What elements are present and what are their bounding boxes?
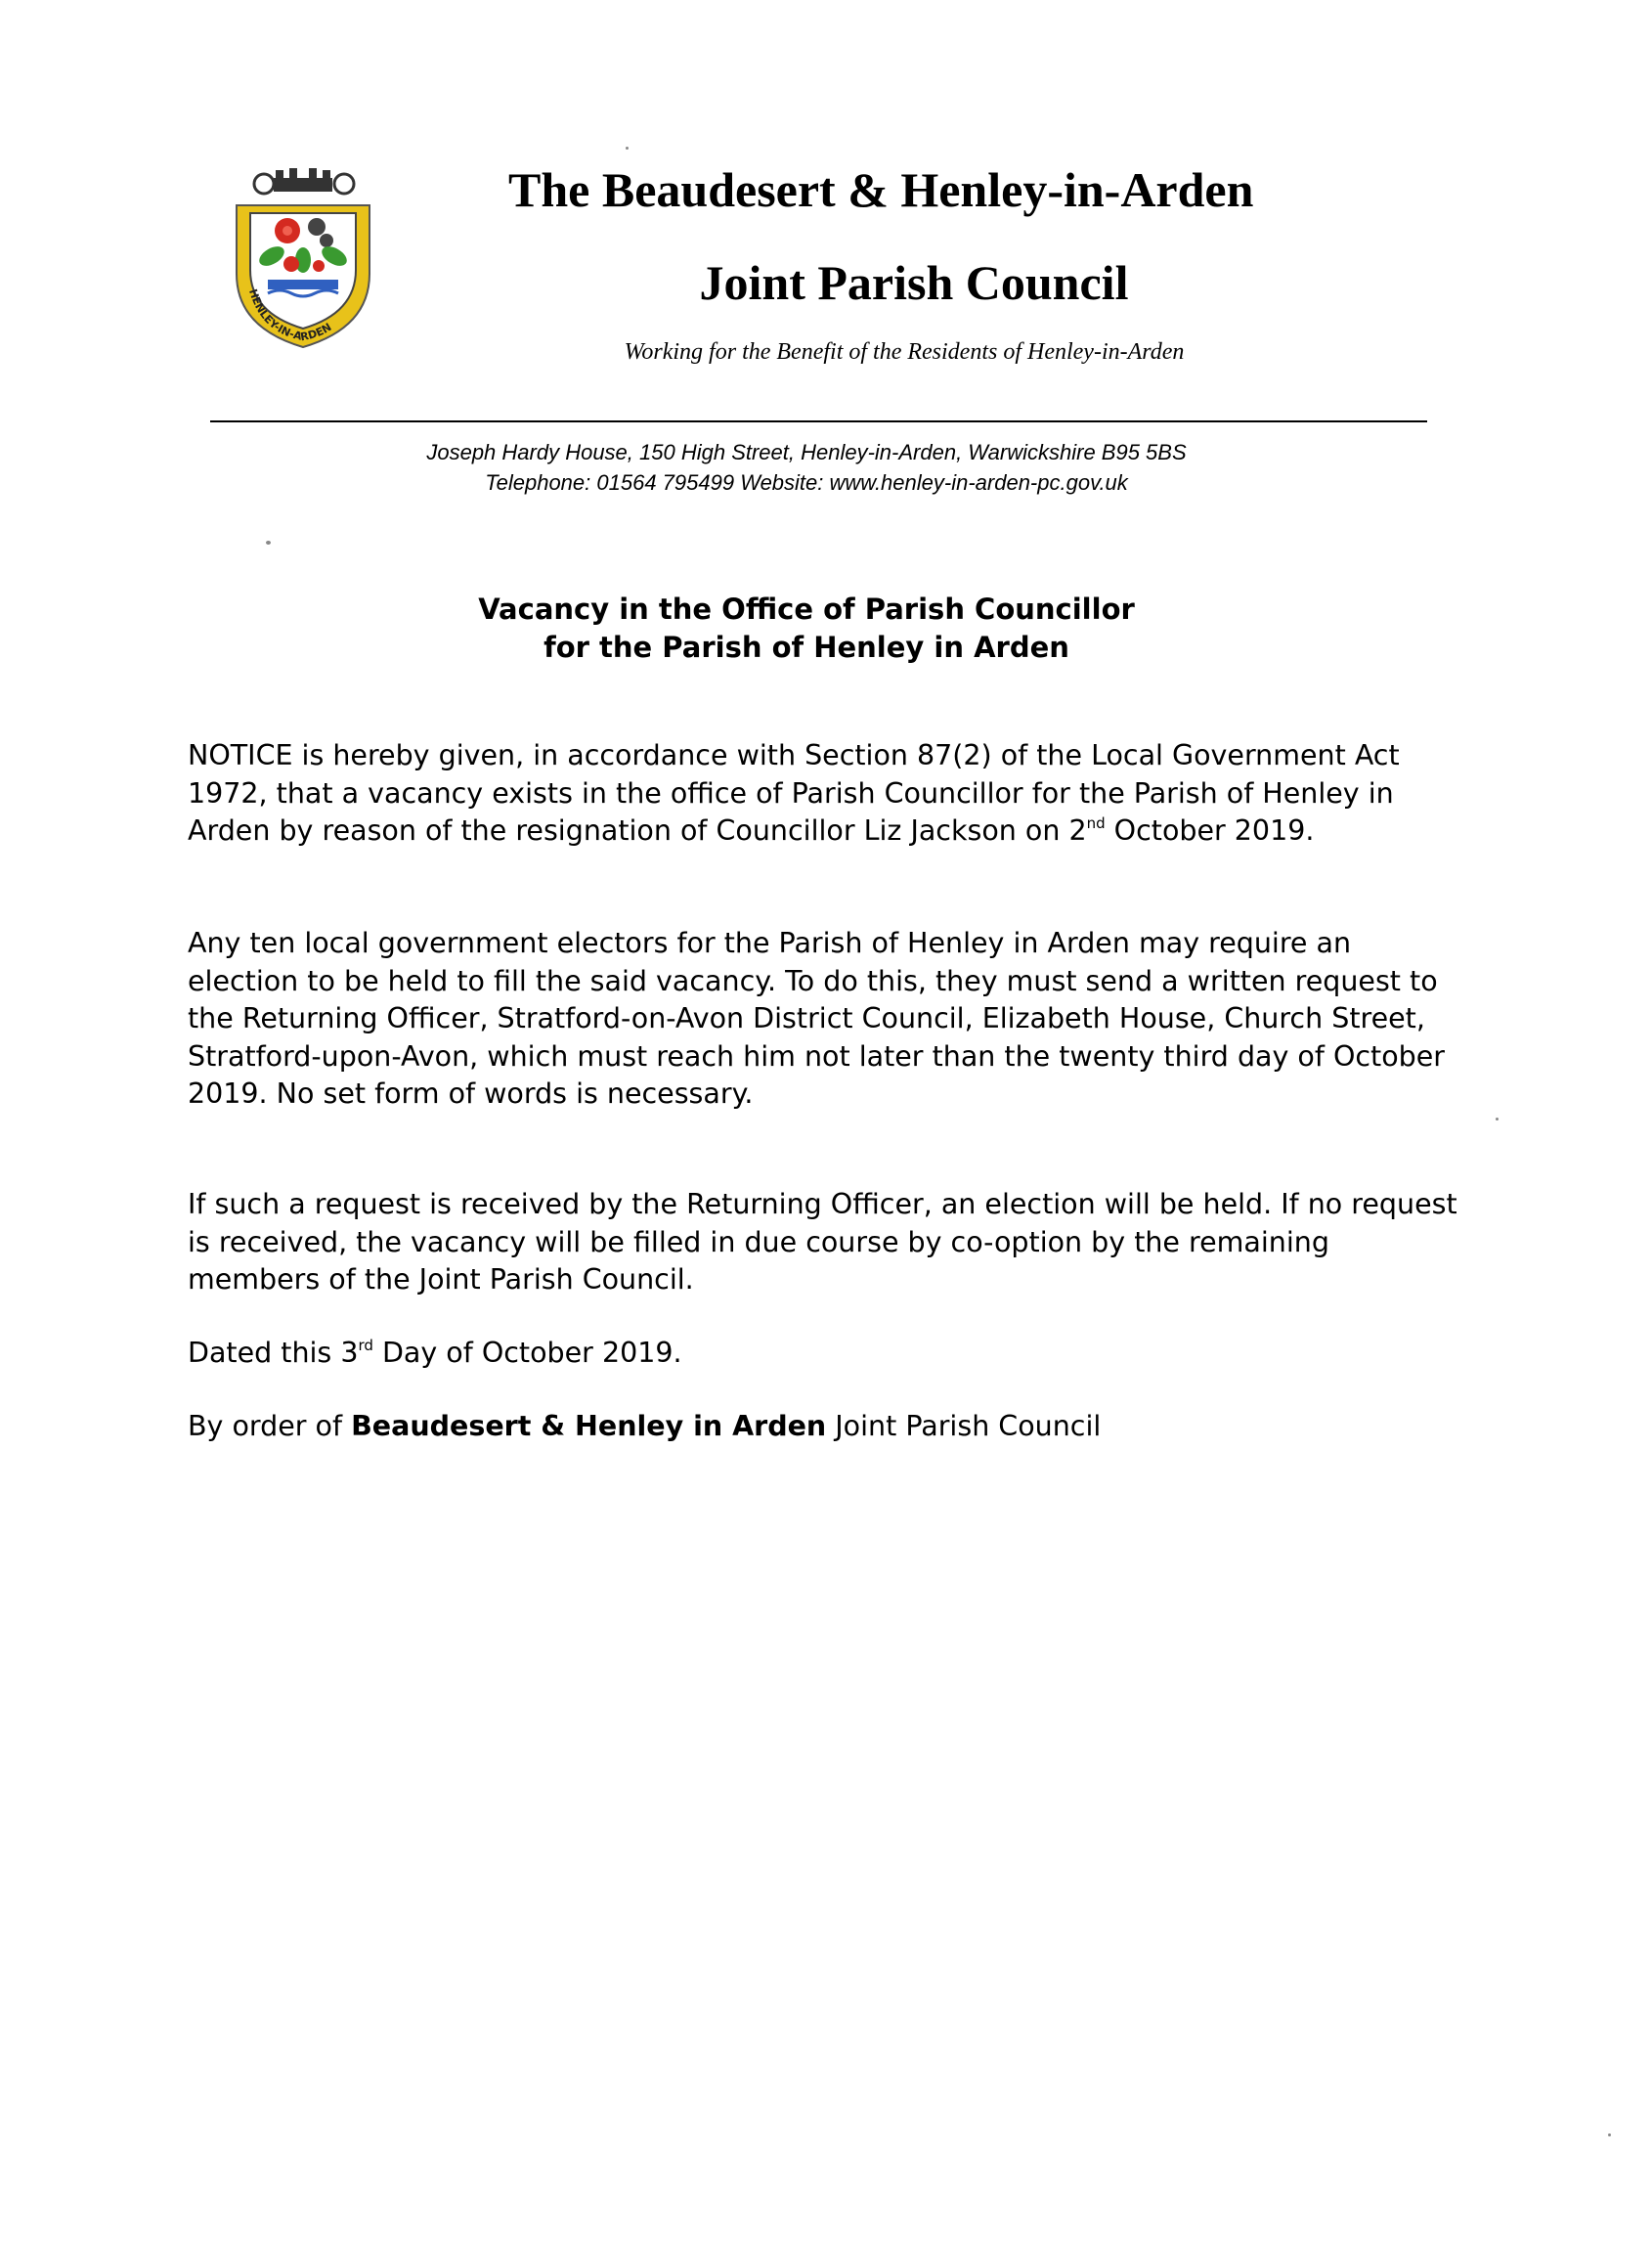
scan-speck [1608,2133,1611,2136]
crest-coronet [254,168,354,194]
dated-text: Dated this 3 [188,1337,359,1369]
council-tagline: Working for the Benefit of the Residents of Henley-in-Arden [624,339,1185,365]
para3-text: If such a request is received by the Returning Officer, an election will be held. If no request is received, the vacancy will be filled in due course by co-option by the remaining members of the Joint Parish Council. [188,1188,1457,1296]
scan-speck [266,541,271,545]
notice-paragraph-1 [188,737,1458,851]
dated-ordinal: rd [358,1337,373,1354]
para2-text: Any ten local government electors for the Parish of Henley in Arden may require an election to be held to fill the said vacancy. To do this, they must send a written request to the Returning Officer, Stratford-on-Avon District Council, Elizabeth House, Church Street, Stratford-upon-Avon, which must reach him not later than the twenty third day of October 2019. No set form of words is necessary. [188,927,1446,1110]
council-title-line1: The Beaudesert & Henley-in-Arden [508,162,1254,217]
para1-text: NOTICE is hereby given, in accordance with Section 87(2) of the Local Government Act 1972, that a vacancy exists in the office of Parish Councillor for the Parish of Henley in Arden by reason of the resignation of Councillor Liz Jackson on 2 [188,739,1400,847]
para1-date: October 2019. [1105,814,1315,847]
order-prefix: By order of [188,1410,352,1442]
dated-line [188,1335,1458,1373]
notice-paragraph-3 [188,1186,1458,1299]
scan-speck [626,147,629,150]
phone-website-line: Telephone: 01564 795499 Website: www.henley-in-arden-pc.gov.uk [485,470,1128,495]
crest-banner-text: HENLEY-IN-ARDEN [246,287,334,344]
header-divider [210,420,1427,422]
council-title-line2: Joint Parish Council [699,255,1129,310]
address-line: Joseph Hardy House, 150 High Street, Henley-in-Arden, Warwickshire B95 5BS [426,440,1187,464]
order-line [188,1408,1458,1446]
notice-title [0,591,1613,667]
notice-paragraph-2 [188,925,1458,1114]
dated-rest: Day of October 2019. [372,1337,682,1369]
notice-title-line1: Vacancy in the Office of Parish Councillor [478,593,1135,626]
para1-ordinal: nd [1086,814,1106,832]
contact-block [0,437,1613,498]
notice-title-line2: for the Parish of Henley in Arden [543,631,1069,664]
order-council-name: Beaudesert & Henley in Arden [351,1410,827,1442]
order-suffix: Joint Parish Council [826,1410,1102,1442]
scan-speck [1496,1118,1499,1121]
